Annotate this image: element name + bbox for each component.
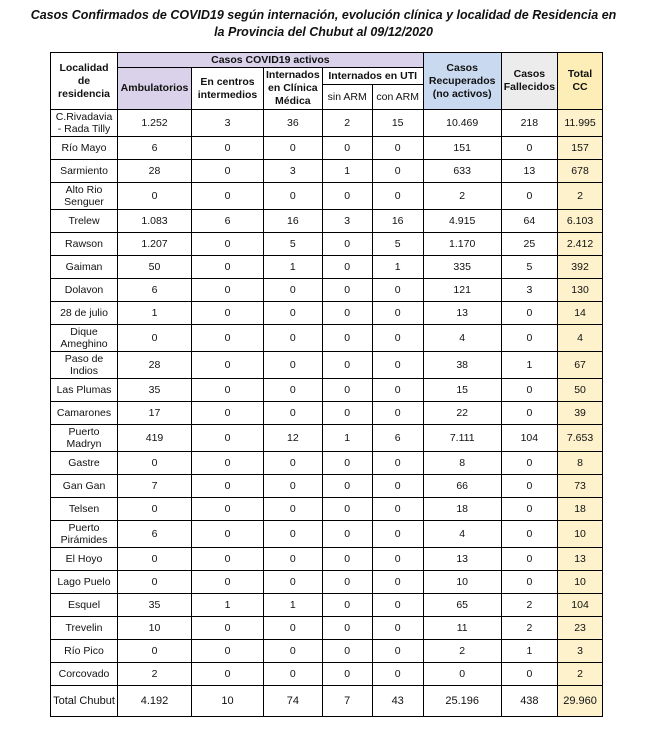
- cell-with-arm: 0: [372, 521, 423, 548]
- table-row: [51, 210, 603, 233]
- cell-ambulatory: 6: [118, 279, 192, 302]
- cell-clinic: 0: [264, 571, 323, 594]
- cell-locality: C.Rivadavia - Rada Tilly: [51, 110, 118, 137]
- cell-intermediate: 0: [192, 452, 264, 475]
- table-row: [51, 183, 603, 210]
- cell-locality: Camarones: [51, 402, 118, 425]
- cell-ambulatory: 0: [118, 183, 192, 210]
- cell-clinic: 0: [264, 498, 323, 521]
- header-locality: Localidad de residencia: [51, 53, 118, 110]
- cell-recovered: 10.469: [423, 110, 501, 137]
- cell-intermediate: 0: [192, 475, 264, 498]
- cell-recovered: 4.915: [423, 210, 501, 233]
- cell-recovered: 66: [423, 475, 501, 498]
- cell-ambulatory: 35: [118, 379, 192, 402]
- cell-total: 39: [558, 402, 603, 425]
- table-row: [51, 379, 603, 402]
- cell-ambulatory: 0: [118, 325, 192, 352]
- cell-total: 157: [558, 137, 603, 160]
- header-recovered: Casos Recuperados (no activos): [423, 53, 501, 110]
- cell-deceased: 0: [501, 498, 557, 521]
- cell-without-arm: 0: [322, 594, 372, 617]
- cell-ambulatory: 35: [118, 594, 192, 617]
- cell-intermediate: 0: [192, 402, 264, 425]
- cell-recovered: 335: [423, 256, 501, 279]
- cell-locality: Dique Ameghino: [51, 325, 118, 352]
- cell-locality: Gaiman: [51, 256, 118, 279]
- cell-clinic: 5: [264, 233, 323, 256]
- cell-deceased: 0: [501, 571, 557, 594]
- cell-clinic: 0: [264, 640, 323, 663]
- cell-ambulatory: 0: [118, 548, 192, 571]
- cell-ambulatory: 1.083: [118, 210, 192, 233]
- cell-without-arm: 0: [322, 402, 372, 425]
- table-body: [51, 110, 603, 686]
- cell-intermediate: 0: [192, 663, 264, 686]
- table-row: [51, 663, 603, 686]
- cell-deceased: 13: [501, 160, 557, 183]
- header-intermediate: En centros intermedios: [192, 68, 264, 110]
- cell-ambulatory: 6: [118, 521, 192, 548]
- cell-intermediate: 0: [192, 571, 264, 594]
- cell-deceased: 3: [501, 279, 557, 302]
- cell-clinic: 12: [264, 425, 323, 452]
- cell-deceased: 25: [501, 233, 557, 256]
- table-row: [51, 302, 603, 325]
- cell-total: 4: [558, 325, 603, 352]
- cell-without-arm: 0: [322, 325, 372, 352]
- cell-without-arm: 1: [322, 425, 372, 452]
- cell-clinic: 0: [264, 302, 323, 325]
- cell-clinic: 0: [264, 475, 323, 498]
- table-row: [51, 256, 603, 279]
- cell-without-arm: 0: [322, 302, 372, 325]
- header-uti: Internados en UTI: [322, 68, 423, 85]
- table-row: [51, 617, 603, 640]
- cell-recovered: 11: [423, 617, 501, 640]
- cell-locality: Telsen: [51, 498, 118, 521]
- cell-clinic: 0: [264, 183, 323, 210]
- cell-with-arm: 0: [372, 663, 423, 686]
- cell-without-arm: 0: [322, 256, 372, 279]
- cell-deceased: 0: [501, 379, 557, 402]
- cell-without-arm: 0: [322, 640, 372, 663]
- cell-with-arm: 5: [372, 233, 423, 256]
- cell-intermediate: 0: [192, 379, 264, 402]
- cell-with-arm: 0: [372, 379, 423, 402]
- total-row: [51, 686, 603, 717]
- cell-total: 8: [558, 452, 603, 475]
- cell-recovered: 18: [423, 498, 501, 521]
- cell-clinic: 0: [264, 548, 323, 571]
- table-row: [51, 325, 603, 352]
- cell-locality: Corcovado: [51, 663, 118, 686]
- cell-clinic: 0: [264, 617, 323, 640]
- table-row: [51, 521, 603, 548]
- cell-locality: Esquel: [51, 594, 118, 617]
- cell-intermediate: 3: [192, 110, 264, 137]
- table-row: [51, 233, 603, 256]
- cell-ambulatory: 1.207: [118, 233, 192, 256]
- cell-deceased: 2: [501, 617, 557, 640]
- total-ambulatory: 4.192: [118, 686, 192, 717]
- table-row: [51, 640, 603, 663]
- cell-clinic: 1: [264, 594, 323, 617]
- total-without-arm: 7: [322, 686, 372, 717]
- cell-intermediate: 0: [192, 352, 264, 379]
- cell-clinic: 0: [264, 521, 323, 548]
- cell-total: 7.653: [558, 425, 603, 452]
- cell-total: 10: [558, 521, 603, 548]
- cell-with-arm: 6: [372, 425, 423, 452]
- cell-ambulatory: 419: [118, 425, 192, 452]
- cell-recovered: 13: [423, 548, 501, 571]
- cell-total: 678: [558, 160, 603, 183]
- cell-locality: Gan Gan: [51, 475, 118, 498]
- cell-deceased: 2: [501, 594, 557, 617]
- cell-without-arm: 0: [322, 521, 372, 548]
- cell-recovered: 22: [423, 402, 501, 425]
- header-total: Total CC: [558, 53, 603, 110]
- cell-intermediate: 0: [192, 302, 264, 325]
- cell-locality: Puerto Madryn: [51, 425, 118, 452]
- cell-with-arm: 0: [372, 325, 423, 352]
- cell-total: 10: [558, 571, 603, 594]
- total-recovered: 25.196: [423, 686, 501, 717]
- cell-ambulatory: 0: [118, 452, 192, 475]
- cell-with-arm: 0: [372, 475, 423, 498]
- cell-recovered: 38: [423, 352, 501, 379]
- cell-with-arm: 0: [372, 594, 423, 617]
- cell-clinic: 0: [264, 352, 323, 379]
- cell-locality: Trelew: [51, 210, 118, 233]
- cell-deceased: 0: [501, 137, 557, 160]
- cell-deceased: 218: [501, 110, 557, 137]
- cell-ambulatory: 1.252: [118, 110, 192, 137]
- cell-clinic: 0: [264, 137, 323, 160]
- cell-without-arm: 0: [322, 233, 372, 256]
- cell-total: 73: [558, 475, 603, 498]
- cell-intermediate: 0: [192, 617, 264, 640]
- cell-with-arm: 0: [372, 137, 423, 160]
- table-row: [51, 352, 603, 379]
- cell-with-arm: 0: [372, 498, 423, 521]
- cell-clinic: 3: [264, 160, 323, 183]
- cell-intermediate: 0: [192, 548, 264, 571]
- cell-total: 392: [558, 256, 603, 279]
- cell-with-arm: 0: [372, 160, 423, 183]
- cell-deceased: 0: [501, 183, 557, 210]
- cell-deceased: 0: [501, 402, 557, 425]
- cell-deceased: 0: [501, 302, 557, 325]
- table-row: [51, 452, 603, 475]
- cell-without-arm: 2: [322, 110, 372, 137]
- cell-recovered: 13: [423, 302, 501, 325]
- cell-intermediate: 0: [192, 233, 264, 256]
- cell-total: 14: [558, 302, 603, 325]
- total-label: Total Chubut: [51, 686, 118, 717]
- document-title: [0, 7, 647, 41]
- cell-ambulatory: 1: [118, 302, 192, 325]
- cell-locality: Las Plumas: [51, 379, 118, 402]
- table-row: [51, 571, 603, 594]
- cell-without-arm: 0: [322, 279, 372, 302]
- cell-locality: Sarmiento: [51, 160, 118, 183]
- cell-deceased: 0: [501, 325, 557, 352]
- cell-total: 50: [558, 379, 603, 402]
- cell-ambulatory: 10: [118, 617, 192, 640]
- cell-ambulatory: 7: [118, 475, 192, 498]
- cell-with-arm: 0: [372, 183, 423, 210]
- cell-recovered: 0: [423, 663, 501, 686]
- cell-recovered: 10: [423, 571, 501, 594]
- cell-total: 2: [558, 663, 603, 686]
- cell-total: 23: [558, 617, 603, 640]
- cell-with-arm: 1: [372, 256, 423, 279]
- cell-intermediate: 0: [192, 137, 264, 160]
- cell-total: 3: [558, 640, 603, 663]
- cell-without-arm: 3: [322, 210, 372, 233]
- cell-with-arm: 0: [372, 352, 423, 379]
- cell-locality: Rawson: [51, 233, 118, 256]
- cell-recovered: 4: [423, 325, 501, 352]
- cell-intermediate: 0: [192, 183, 264, 210]
- cell-without-arm: 0: [322, 548, 372, 571]
- cell-ambulatory: 0: [118, 640, 192, 663]
- cell-clinic: 16: [264, 210, 323, 233]
- cell-deceased: 5: [501, 256, 557, 279]
- header-clinic: Internados en Clínica Médica: [264, 68, 323, 110]
- total-with-arm: 43: [372, 686, 423, 717]
- cell-recovered: 65: [423, 594, 501, 617]
- cell-clinic: 0: [264, 402, 323, 425]
- cell-locality: 28 de julio: [51, 302, 118, 325]
- cell-with-arm: 0: [372, 452, 423, 475]
- cell-recovered: 633: [423, 160, 501, 183]
- cell-locality: El Hoyo: [51, 548, 118, 571]
- cell-ambulatory: 17: [118, 402, 192, 425]
- cell-clinic: 0: [264, 452, 323, 475]
- cell-total: 104: [558, 594, 603, 617]
- cell-ambulatory: 28: [118, 160, 192, 183]
- covid-cases-table: [50, 52, 603, 717]
- cell-without-arm: 0: [322, 137, 372, 160]
- cell-intermediate: 0: [192, 256, 264, 279]
- cell-deceased: 0: [501, 548, 557, 571]
- cell-without-arm: 0: [322, 452, 372, 475]
- cell-intermediate: 0: [192, 521, 264, 548]
- cell-with-arm: 0: [372, 302, 423, 325]
- table-row: [51, 475, 603, 498]
- total-clinic: 74: [264, 686, 323, 717]
- total-cc: 29.960: [558, 686, 603, 717]
- title-line-2: la Provincia del Chubut al 09/12/2020: [214, 25, 433, 39]
- cell-locality: Puerto Pirámides: [51, 521, 118, 548]
- cell-deceased: 104: [501, 425, 557, 452]
- table-row: [51, 498, 603, 521]
- title-line-1: Casos Confirmados de COVID19 según internación, evolución clínica y localidad de Residencia en: [30, 8, 617, 22]
- cell-total: 18: [558, 498, 603, 521]
- header-without-arm: sin ARM: [322, 85, 372, 110]
- cell-with-arm: 16: [372, 210, 423, 233]
- cell-clinic: 0: [264, 325, 323, 352]
- cell-intermediate: 0: [192, 640, 264, 663]
- cell-intermediate: 0: [192, 425, 264, 452]
- cell-without-arm: 0: [322, 183, 372, 210]
- cell-locality: Río Pico: [51, 640, 118, 663]
- cell-recovered: 8: [423, 452, 501, 475]
- cell-total: 6.103: [558, 210, 603, 233]
- cell-recovered: 4: [423, 521, 501, 548]
- cell-deceased: 1: [501, 352, 557, 379]
- cell-intermediate: 0: [192, 160, 264, 183]
- cell-ambulatory: 28: [118, 352, 192, 379]
- cell-total: 2: [558, 183, 603, 210]
- cell-recovered: 151: [423, 137, 501, 160]
- cell-deceased: 0: [501, 452, 557, 475]
- table-row: [51, 402, 603, 425]
- table-row: [51, 137, 603, 160]
- cell-total: 67: [558, 352, 603, 379]
- cell-deceased: 0: [501, 663, 557, 686]
- cell-intermediate: 0: [192, 325, 264, 352]
- total-intermediate: 10: [192, 686, 264, 717]
- cell-recovered: 121: [423, 279, 501, 302]
- cell-ambulatory: 50: [118, 256, 192, 279]
- header-ambulatory: Ambulatorios: [118, 68, 192, 110]
- cell-clinic: 1: [264, 256, 323, 279]
- cell-without-arm: 0: [322, 379, 372, 402]
- cell-intermediate: 0: [192, 279, 264, 302]
- cell-ambulatory: 0: [118, 571, 192, 594]
- cell-ambulatory: 0: [118, 498, 192, 521]
- cell-locality: Lago Puelo: [51, 571, 118, 594]
- cell-without-arm: 0: [322, 617, 372, 640]
- cell-recovered: 1.170: [423, 233, 501, 256]
- cell-ambulatory: 2: [118, 663, 192, 686]
- cell-ambulatory: 6: [118, 137, 192, 160]
- header-deceased: Casos Fallecidos: [501, 53, 557, 110]
- cell-with-arm: 0: [372, 640, 423, 663]
- cell-with-arm: 0: [372, 617, 423, 640]
- cell-without-arm: 0: [322, 663, 372, 686]
- cell-clinic: 0: [264, 279, 323, 302]
- cell-locality: Alto Rio Senguer: [51, 183, 118, 210]
- cell-without-arm: 0: [322, 475, 372, 498]
- table-row: [51, 594, 603, 617]
- cell-without-arm: 0: [322, 571, 372, 594]
- cell-clinic: 0: [264, 379, 323, 402]
- cell-deceased: 1: [501, 640, 557, 663]
- cell-without-arm: 0: [322, 498, 372, 521]
- table-row: [51, 425, 603, 452]
- cell-intermediate: 1: [192, 594, 264, 617]
- cell-deceased: 64: [501, 210, 557, 233]
- cell-without-arm: 1: [322, 160, 372, 183]
- cell-deceased: 0: [501, 475, 557, 498]
- cell-without-arm: 0: [322, 352, 372, 379]
- cell-clinic: 36: [264, 110, 323, 137]
- cell-locality: Dolavon: [51, 279, 118, 302]
- cell-total: 11.995: [558, 110, 603, 137]
- table-row: [51, 279, 603, 302]
- table-row: [51, 548, 603, 571]
- cell-intermediate: 0: [192, 498, 264, 521]
- cell-intermediate: 6: [192, 210, 264, 233]
- header-active-cases: Casos COVID19 activos: [118, 53, 424, 68]
- cell-locality: Trevelin: [51, 617, 118, 640]
- header-with-arm: con ARM: [372, 85, 423, 110]
- cell-with-arm: 0: [372, 548, 423, 571]
- cell-recovered: 2: [423, 183, 501, 210]
- cell-locality: Gastre: [51, 452, 118, 475]
- cell-with-arm: 0: [372, 279, 423, 302]
- cell-with-arm: 0: [372, 571, 423, 594]
- table-row: [51, 160, 603, 183]
- cell-total: 13: [558, 548, 603, 571]
- cell-recovered: 15: [423, 379, 501, 402]
- cell-total: 130: [558, 279, 603, 302]
- cell-recovered: 7.111: [423, 425, 501, 452]
- total-deceased: 438: [501, 686, 557, 717]
- cell-total: 2.412: [558, 233, 603, 256]
- cell-with-arm: 15: [372, 110, 423, 137]
- cell-with-arm: 0: [372, 402, 423, 425]
- cell-clinic: 0: [264, 663, 323, 686]
- cell-deceased: 0: [501, 521, 557, 548]
- table-row: [51, 110, 603, 137]
- cell-locality: Paso de Indios: [51, 352, 118, 379]
- cell-recovered: 2: [423, 640, 501, 663]
- cell-locality: Río Mayo: [51, 137, 118, 160]
